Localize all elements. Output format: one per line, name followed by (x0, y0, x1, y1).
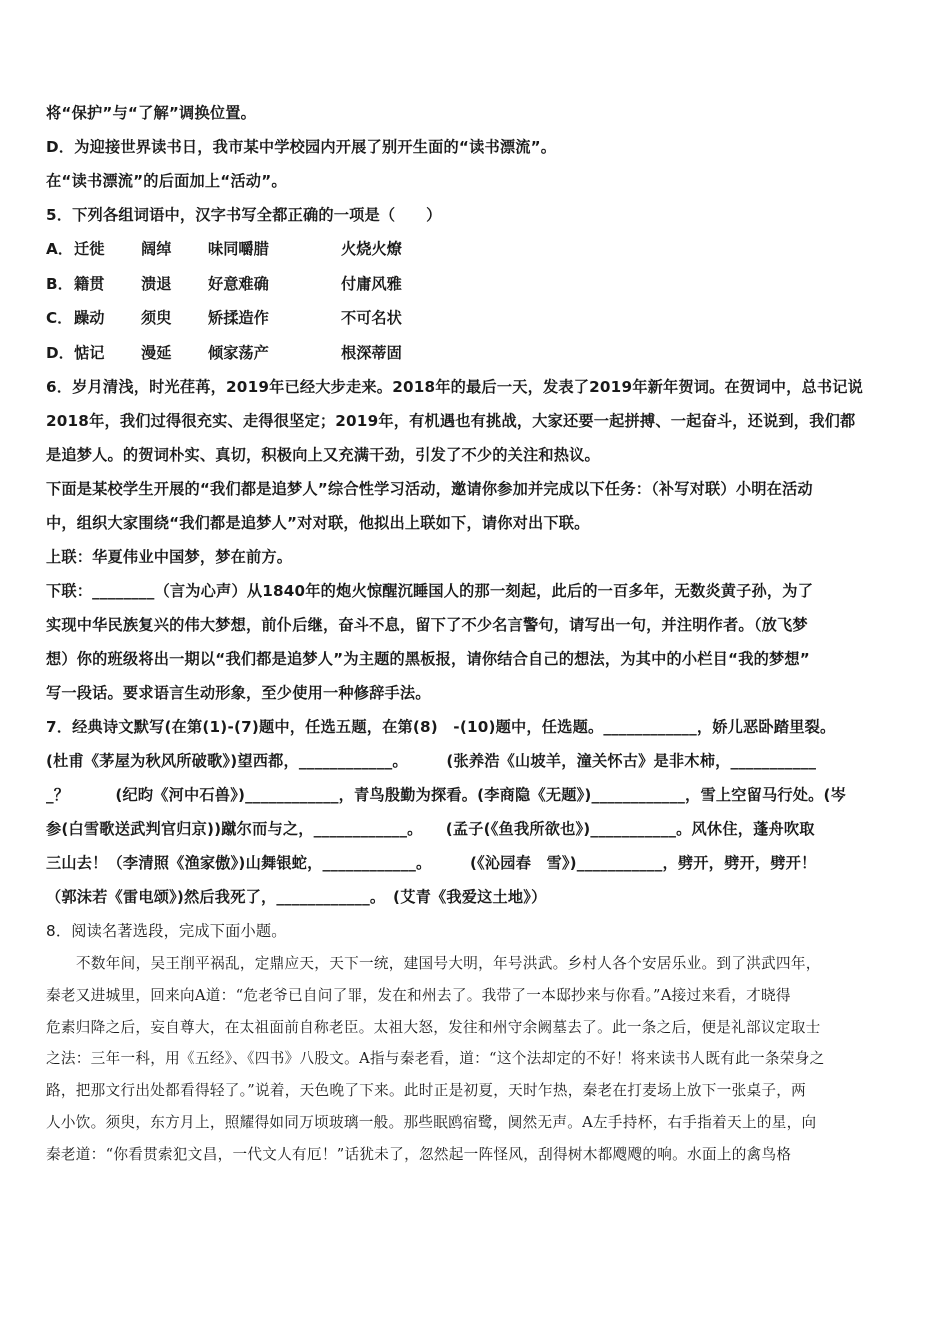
passage-line: 秦老道：“你看贯索犯文昌，一代文人有厄！”话犹未了，忽然起一阵怪风，刮得树木都飕飕的响。水面上的禽鸟格 (46, 1145, 792, 1163)
option-label: B． (46, 274, 73, 293)
question-8-stem: 8．阅读名著选段，完成下面小题。 (46, 922, 287, 940)
option-word: 溃退 (141, 274, 172, 293)
option-a (46, 232, 912, 267)
lower-couplet: 下联：________（言为心声）从1840年的炮火惊醒沉睡国人的那一刻起，此后的一百多年，无数炎黄子孙，为了 (46, 582, 814, 600)
option-word: 阔绰 (141, 240, 172, 258)
option-word: 须臾 (141, 309, 172, 327)
option-c (46, 301, 912, 336)
question-6-line: 写一段话。要求语言生动形象，至少使用一种修辞手法。 (46, 684, 431, 702)
question-5-stem: 5．下列各组词语中，汉字书写全都正确的一项是（ ） (46, 206, 442, 224)
upper-couplet: 上联：华夏伟业中国梦，梦在前方。 (46, 548, 293, 566)
option-d (46, 336, 912, 371)
question-6-line: 6．岁月清浅，时光荏苒，2019年已经大步走来。2018年的最后一天，发表了2019年新年贺词。在贺词中，总书记说 (46, 378, 864, 396)
option-word: 倾家荡产 (208, 343, 269, 362)
option-label: A． (46, 240, 73, 258)
passage-line: 路，把那文行出处都看得轻了。”说着，天色晚了下来。此时正是初夏，天时乍热，秦老在打麦场上放下一张桌子，两 (46, 1082, 807, 1100)
question-6-line: 中，组织大家围绕“我们都是追梦人”对对联，他拟出上联如下，请你对出下联。 (46, 514, 590, 532)
option-word: 好意难确 (208, 274, 269, 293)
option-word: 迁徙 (74, 240, 105, 258)
text-line: 在“读书漂流”的后面加上“活动”。 (46, 172, 287, 190)
question-7-line: (杜甫《茅屋为秋风所破歌》)望西都，____________。 (张养浩《山坡羊，潼关怀古》是非木柿，___________ (46, 752, 817, 770)
question-6-line: 2018年，我们过得很充实、走得很坚定；2019年，有机遇也有挑战，大家还要一起拼搏、一起奋斗，还说到，我们都 (46, 412, 856, 430)
document-page (46, 96, 912, 1171)
option-word: 不可名状 (341, 309, 402, 327)
passage-line: 不数年间，吴王削平祸乱，定鼎应天，天下一统，建国号大明，年号洪武。乡村人各个安居乐业。到了洪武四年， (76, 955, 821, 972)
question-6-line: 想）你的班级将出一期以“我们都是追梦人”为主题的黑板报，请你结合自己的想法，为其中的小栏目“我的梦想” (46, 650, 810, 668)
question-7-line: 7．经典诗文默写(在第(1)-(7)题中，任选五题，在第(8) -(10)题中，任选题。____________，娇儿恶卧踏里裂。 (46, 718, 836, 736)
question-6-line: 实现中华民族复兴的伟大梦想，前仆后继，奋斗不息，留下了不少名言警句，请写出一句，并注明作者。（放飞梦 (46, 616, 808, 634)
question-7-line: （郭沫若《雷电颂》)然后我死了，____________。 (艾青《我爱这土地》） (46, 888, 547, 906)
option-label: D． (46, 343, 74, 362)
question-6-line: 是追梦人。的贺词朴实、真切，积极向上又充满干劲，引发了不少的关注和热议。 (46, 446, 600, 464)
option-word: 火烧火燎 (341, 240, 402, 258)
option-word: 矫揉造作 (208, 309, 269, 327)
question-7-line: _？ (纪昀《河中石兽》)____________，青鸟殷勤为探看。(李商隐《无题》)____________，雪上空留马行处。(岑 (46, 786, 847, 804)
option-b (46, 267, 912, 302)
passage-line: 人小饮。须臾，东方月上，照耀得如同万顷玻璃一般。那些眠鸥宿鹭，阒然无声。A左手持杯，右手指着天上的星，向 (46, 1113, 817, 1131)
passage-line: 之法：三年一科，用《五经》、《四书》八股文。A指与秦老看，道：“这个法却定的不好！将来读书人既有此一条荣身之 (46, 1050, 825, 1068)
option-label: C． (46, 309, 73, 327)
passage-line: 危素归降之后，妄自尊大，在太祖面前自称老臣。太祖大怒，发往和州守余阙墓去了。此一条之后，便是礼部议定取士 (46, 1018, 821, 1036)
question-6-line: 下面是某校学生开展的“我们都是追梦人”综合性学习活动，邀请你参加并完成以下任务：（补写对联）小明在活动 (46, 480, 813, 498)
question-7-line: 三山去！（李清照《渔家傲》)山舞银蛇，____________。 (《沁园春 雪》)___________，劈开，劈开，劈开！ (46, 854, 817, 872)
option-word: 根深蒂固 (341, 343, 402, 362)
option-word: 惦记 (74, 343, 105, 362)
passage-line: 秦老又进城里，回来向A道：“危老爷已自问了罪，发在和州去了。我带了一本邸抄来与你看。”A接过来看，才晓得 (46, 986, 791, 1004)
question-7-line: 参(白雪歌送武判官归京))蹴尔而与之，____________。 (孟子(《鱼我所欲也》)___________。风休住，蓬舟吹取 (46, 820, 815, 838)
option-word: 味同嚼腊 (208, 240, 269, 258)
option-word: 籍贯 (74, 274, 105, 293)
text-line: 将“保护”与“了解”调换位置。 (46, 104, 256, 122)
option-word: 付庸风雅 (341, 274, 402, 293)
option-word: 躁动 (74, 309, 105, 327)
option-word: 漫延 (141, 343, 172, 362)
text-line: D．为迎接世界读书日，我市某中学校园内开展了别开生面的“读书漂流”。 (46, 138, 557, 156)
